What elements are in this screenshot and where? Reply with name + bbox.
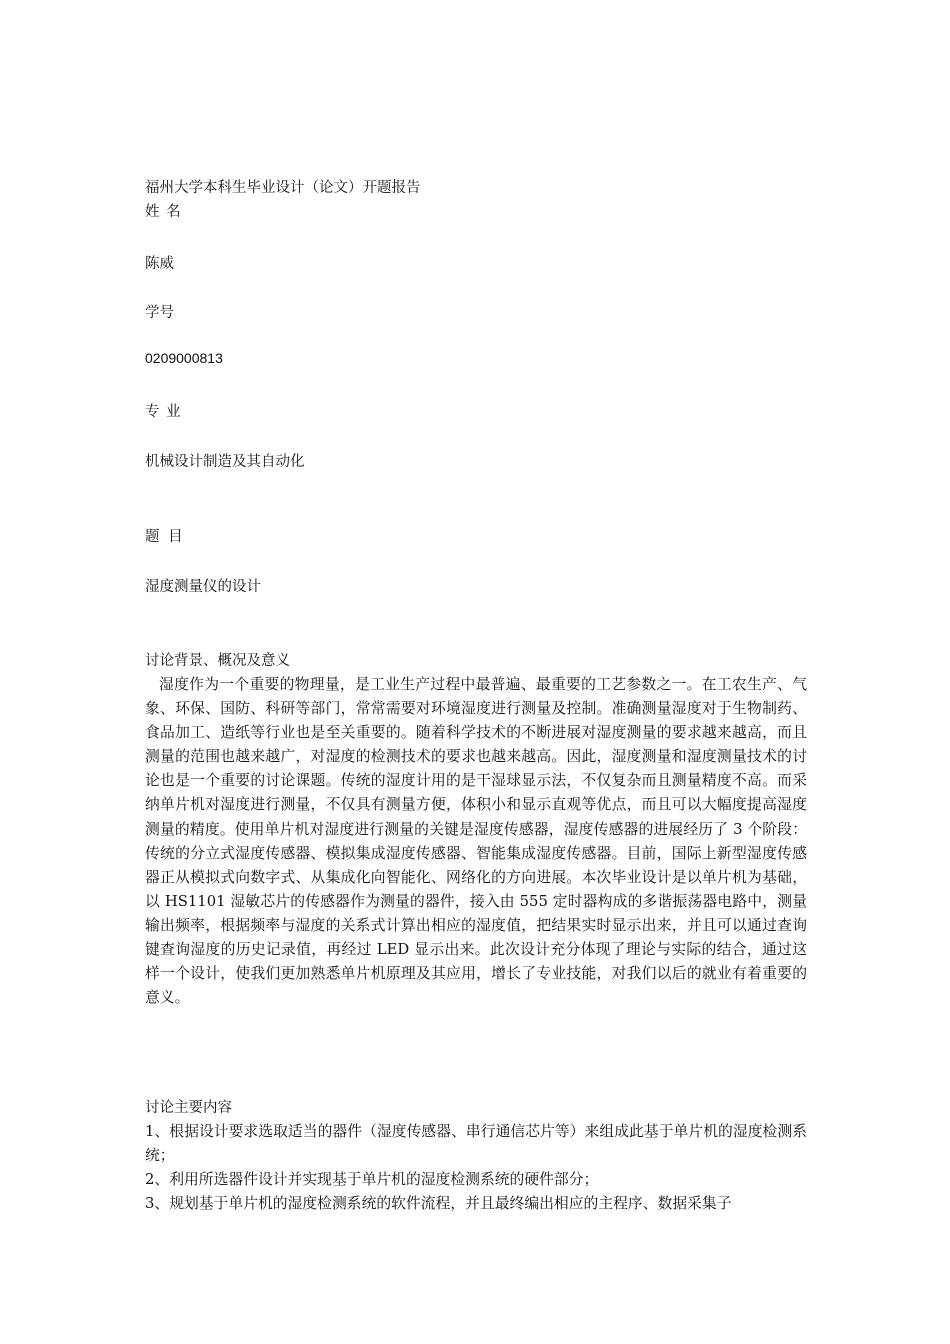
list-item: 2、利用所选器件设计并实现基于单片机的湿度检测系统的硬件部分； [145, 1171, 599, 1189]
list-item: 3、规划基于单片机的湿度检测系统的软件流程，并且最终编出相应的主程序、数据采集子 [145, 1195, 732, 1213]
topic-label: 题 目 [145, 529, 185, 545]
list-item: 1、根据设计要求选取适当的器件（湿度传感器、串行通信芯片等）来组成此基于单片机的湿度检测系统； [145, 1123, 807, 1165]
student-id-label: 学号 [145, 305, 174, 321]
section-background-heading: 讨论背景、概况及意义 [145, 653, 290, 669]
content-list [145, 1120, 807, 1216]
section-content-heading: 讨论主要内容 [145, 1100, 232, 1116]
major-label: 专 业 [145, 404, 182, 420]
student-id-value: 0209000813 [145, 350, 223, 366]
name-label: 姓 名 [145, 204, 182, 220]
major-value: 机械设计制造及其自动化 [145, 454, 305, 470]
report-title: 福州大学本科生毕业设计（论文）开题报告 [145, 180, 421, 196]
name-value: 陈威 [145, 256, 174, 272]
topic-value: 湿度测量仪的设计 [145, 579, 261, 595]
section-background-paragraph: 湿度作为一个重要的物理量，是工业生产过程中最普遍、最重要的工艺参数之一。在工农生产、气象、环保、国防、科研等部门，常常需要对环境湿度进行测量及控制。准确测量湿度对于生物制药、食品加工、造纸等行业也是至关重要的。随着科学技术的不断进展对湿度测量的要求越来越高，而且测量的范围也越来越广，对湿度的检测技术的要求也越来越高。因此，湿度测量和湿度测量技术的讨论也是一个重要的讨论课题。传统的湿度计用的是干湿球显示法，不仅复杂而且测量精度不高。而采纳单片机对湿度进行测量，不仅具有测量方便，体积小和显示直观等优点，而且可以大幅度提高湿度测量的精度。使用单片机对湿度进行测量的关键是湿度传感器，湿度传感器的进展经历了 3 个阶段：传统的分立式湿度传感器、模拟集成湿度传感器、智能集成湿度传感器。目前，国际上新型湿度传感器正从模拟式向数字式、从集成化向智能化、网络化的方向进展。本次毕业设计是以单片机为基础，以 HS1101 湿敏芯片的传感器作为测量的器件，接入由 555 定时器构成的多谐振荡器电路中，测量输出频率，根据频率与湿度的关系式计算出相应的湿度值，把结果实时显示出来，并且可以通过查询键查询湿度的历史记录值，再经过 LED 显示出来。此次设计充分体现了理论与实际的结合，通过这样一个设计，使我们更加熟悉单片机原理及其应用，增长了专业技能，对我们以后的就业有着重要的意义。 [145, 676, 807, 1007]
